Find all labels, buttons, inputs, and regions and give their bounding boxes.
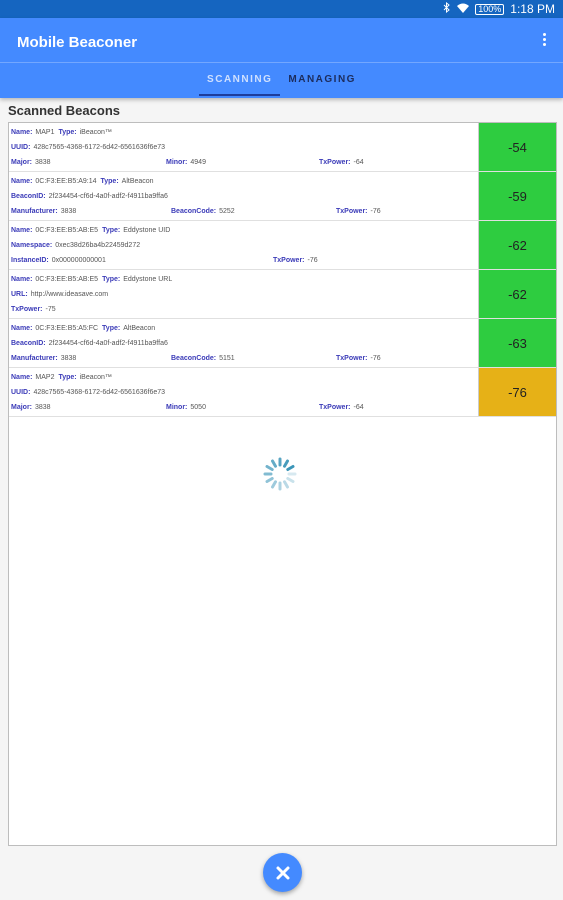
- beacon-type: Eddystone URL: [123, 276, 173, 283]
- spinner-segment: [267, 467, 272, 470]
- field-label: Manufacturer:: [11, 355, 58, 362]
- field-label: UUID:: [11, 144, 31, 151]
- field-value: 0x000000000001: [51, 257, 106, 264]
- beacon-field: [11, 204, 76, 219]
- beacon-line-2: [11, 238, 478, 253]
- loading-spinner-icon: [263, 457, 297, 491]
- field-label: InstanceID:: [11, 257, 49, 264]
- field-value: -64: [353, 404, 364, 411]
- beacon-identifier: 2f234454-cf6d-4a0f-adf2-f4911ba9ffa6: [48, 193, 168, 200]
- rssi-badge: -62: [478, 221, 556, 269]
- field-value: 5252: [219, 208, 235, 215]
- field-value: 5151: [219, 355, 235, 362]
- field-value: -64: [353, 159, 364, 166]
- beacon-type: AltBeacon: [123, 325, 156, 332]
- field-label: BeaconID:: [11, 340, 46, 347]
- field-label: Major:: [11, 404, 32, 411]
- field-value: -76: [370, 355, 381, 362]
- spinner-segment: [285, 461, 288, 466]
- beacon-name: 0C:F3:EE:B5:A9:14: [35, 178, 97, 185]
- beacon-row[interactable]: [9, 221, 556, 270]
- field-label: Namespace:: [11, 242, 53, 249]
- beacon-identifier: 428c7565-4368-6172-6d42-6561636f6e73: [33, 144, 166, 151]
- beacon-field: [11, 155, 51, 170]
- beacon-field: [11, 351, 76, 366]
- spinner-segment: [273, 461, 276, 466]
- beacon-info: [9, 172, 478, 220]
- beacon-row[interactable]: [9, 172, 556, 221]
- beacon-field: [166, 155, 206, 170]
- beacon-name: 0C:F3:EE:B5:A5:FC: [35, 325, 99, 332]
- beacon-info: [9, 270, 478, 318]
- field-label: BeaconID:: [11, 193, 46, 200]
- beacon-line-3: [11, 302, 478, 317]
- beacon-line-1: [11, 321, 478, 336]
- beacon-field: [171, 351, 235, 366]
- field-label: TxPower:: [336, 355, 368, 362]
- beacon-row[interactable]: [9, 123, 556, 172]
- field-label: Type:: [102, 227, 121, 234]
- beacon-field: [166, 400, 206, 415]
- spinner-segment: [273, 482, 276, 487]
- beacon-name: MAP2: [35, 374, 55, 381]
- field-label: Type:: [58, 374, 77, 381]
- field-label: TxPower:: [273, 257, 305, 264]
- beacon-identifier: 0xec38d26ba4b22459d272: [55, 242, 141, 249]
- beacon-identifier: 2f234454-cf6d-4a0f-adf2-f4911ba9ffa6: [48, 340, 168, 347]
- appbar-divider: [0, 62, 563, 63]
- beacon-line-1: [11, 223, 478, 238]
- wifi-icon: [457, 3, 469, 16]
- rssi-badge: -63: [478, 319, 556, 367]
- tab-bar: [0, 66, 563, 98]
- rssi-badge: -76: [478, 368, 556, 416]
- field-label: Type:: [100, 178, 119, 185]
- field-label: Major:: [11, 159, 32, 166]
- field-label: TxPower:: [336, 208, 368, 215]
- beacon-row[interactable]: [9, 270, 556, 319]
- close-icon: [275, 865, 291, 881]
- beacon-line-2: [11, 385, 478, 400]
- beacon-line-3: [11, 204, 478, 219]
- spinner-segment: [288, 479, 293, 482]
- clock: 1:18 PM: [510, 2, 555, 16]
- beacon-name: MAP1: [35, 129, 55, 136]
- battery-indicator: 100%: [475, 4, 504, 15]
- field-label: UUID:: [11, 389, 31, 396]
- field-value: -76: [307, 257, 318, 264]
- field-label: TxPower:: [319, 159, 351, 166]
- beacon-type: AltBeacon: [121, 178, 154, 185]
- beacon-line-2: [11, 336, 478, 351]
- rssi-badge: -62: [478, 270, 556, 318]
- beacon-field: [336, 351, 381, 366]
- field-label: TxPower:: [11, 306, 43, 313]
- beacon-name: 0C:F3:EE:B5:AB:E5: [35, 227, 99, 234]
- spinner-segment: [288, 467, 293, 470]
- beacon-field: [336, 204, 381, 219]
- section-title: Scanned Beacons: [8, 103, 120, 118]
- beacon-row[interactable]: [9, 368, 556, 417]
- beacon-field: [11, 400, 51, 415]
- beacon-type: iBeacon™: [79, 374, 112, 381]
- field-value: 5050: [190, 404, 206, 411]
- beacon-type: Eddystone UID: [123, 227, 171, 234]
- stop-scan-button[interactable]: [263, 853, 302, 892]
- rssi-badge: -54: [478, 123, 556, 171]
- beacon-field: [171, 204, 235, 219]
- spinner-segment: [267, 479, 272, 482]
- field-value: 3838: [60, 355, 77, 362]
- beacon-info: [9, 368, 478, 416]
- status-bar: [0, 0, 563, 18]
- field-value: 3838: [60, 208, 77, 215]
- beacon-line-3: [11, 253, 478, 268]
- bluetooth-icon: [443, 2, 451, 16]
- beacon-line-1: [11, 370, 478, 385]
- beacon-identifier: 428c7565-4368-6172-6d42-6561636f6e73: [33, 389, 166, 396]
- field-label: Minor:: [166, 404, 188, 411]
- beacon-line-2: [11, 140, 478, 155]
- beacon-line-3: [11, 351, 478, 366]
- beacon-line-3: [11, 400, 478, 415]
- beacon-field: [11, 253, 106, 268]
- field-label: Type:: [102, 276, 121, 283]
- beacon-line-3: [11, 155, 478, 170]
- field-label: Name:: [11, 227, 33, 234]
- field-label: Type:: [58, 129, 77, 136]
- beacon-info: [9, 221, 478, 269]
- beacon-field: [273, 253, 318, 268]
- beacon-name: 0C:F3:EE:B5:AB:E5: [35, 276, 99, 283]
- field-value: 3838: [35, 159, 51, 166]
- field-label: BeaconCode:: [171, 208, 217, 215]
- field-value: 4949: [190, 159, 206, 166]
- beacon-field: [319, 400, 364, 415]
- tab-managing[interactable]: MANAGING: [288, 74, 356, 85]
- beacon-field: [319, 155, 364, 170]
- field-value: 3838: [35, 404, 51, 411]
- beacon-info: [9, 123, 478, 171]
- field-label: Manufacturer:: [11, 208, 58, 215]
- beacon-line-2: [11, 189, 478, 204]
- spinner-segment: [285, 482, 288, 487]
- beacon-field: [11, 302, 56, 317]
- field-label: Name:: [11, 129, 33, 136]
- field-label: Minor:: [166, 159, 188, 166]
- field-label: Type:: [102, 325, 121, 332]
- beacon-line-1: [11, 125, 478, 140]
- beacon-line-2: [11, 287, 478, 302]
- field-label: Name:: [11, 178, 33, 185]
- field-label: Name:: [11, 325, 33, 332]
- beacon-info: [9, 319, 478, 367]
- app-title: Mobile Beaconer: [17, 34, 138, 51]
- rssi-badge: -59: [478, 172, 556, 220]
- beacon-line-1: [11, 272, 478, 287]
- field-value: -76: [370, 208, 381, 215]
- field-label: TxPower:: [319, 404, 351, 411]
- field-label: Name:: [11, 276, 33, 283]
- overflow-menu-icon[interactable]: [537, 28, 551, 50]
- field-label: BeaconCode:: [171, 355, 217, 362]
- tab-scanning[interactable]: SCANNING: [199, 66, 280, 98]
- beacon-type: iBeacon™: [79, 129, 112, 136]
- field-label: URL:: [11, 291, 28, 298]
- app-bar: [0, 18, 563, 98]
- beacon-row[interactable]: [9, 319, 556, 368]
- beacon-line-1: [11, 174, 478, 189]
- field-label: Name:: [11, 374, 33, 381]
- beacon-identifier: http://www.ideasave.com: [30, 291, 109, 298]
- field-value: -75: [45, 306, 56, 313]
